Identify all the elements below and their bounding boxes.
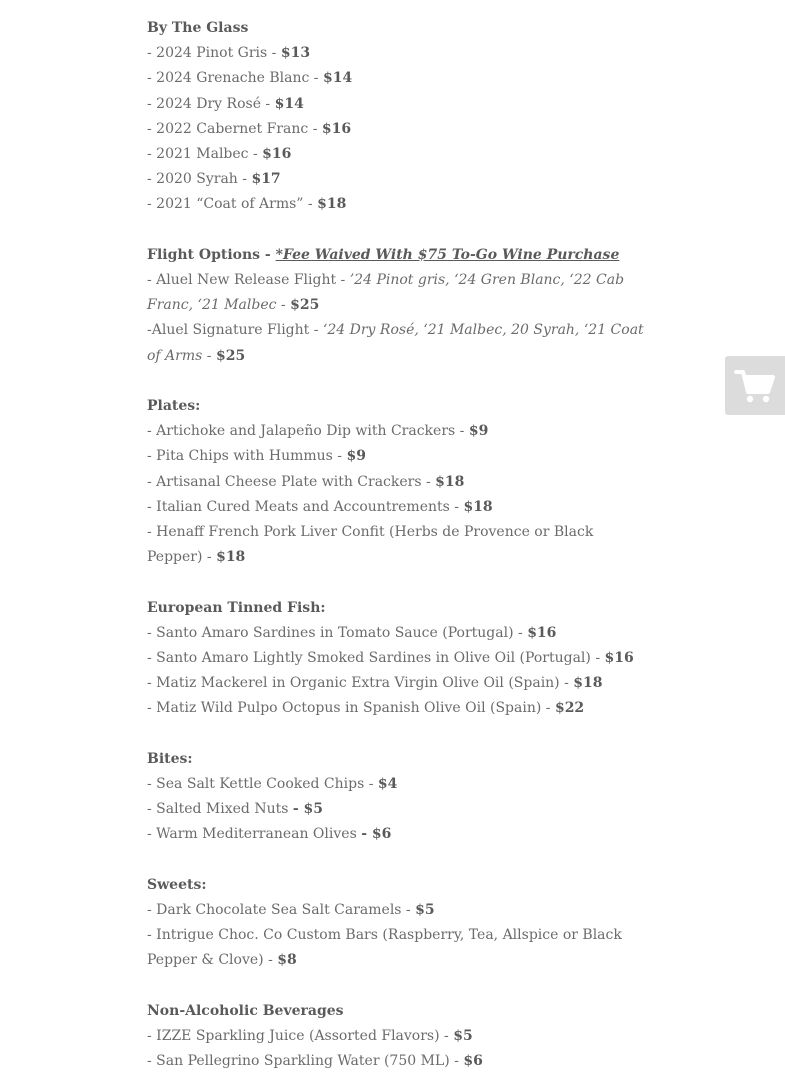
item-name: - Salted Mixed Nuts xyxy=(147,801,293,818)
menu-item xyxy=(147,192,647,217)
item-name: - Dark Chocolate Sea Salt Caramels - xyxy=(147,902,416,919)
menu-item xyxy=(147,621,647,646)
separator: - xyxy=(202,347,216,364)
item-price: $13 xyxy=(280,45,311,62)
item-price: $25 xyxy=(215,347,246,364)
section-beverages xyxy=(147,999,647,1072)
menu-item xyxy=(147,797,647,822)
item-price: $16 xyxy=(321,120,352,137)
section-title: Flight Options - xyxy=(147,246,276,263)
shopping-cart-icon xyxy=(734,368,776,404)
section-plates xyxy=(147,394,647,570)
section-title: Bites: xyxy=(147,750,193,767)
item-name: - Matiz Wild Pulpo Octopus in Spanish Olive Oil (Spain) - xyxy=(147,700,555,717)
menu-item xyxy=(147,1024,647,1049)
item-price: $18 xyxy=(216,549,246,566)
section-bites xyxy=(147,747,647,848)
cart-button[interactable] xyxy=(725,356,785,415)
section-title: Plates: xyxy=(147,398,201,415)
item-name: - Santo Amaro Lightly Smoked Sardines in Olive Oil (Portugal) - xyxy=(147,650,605,667)
item-name: - Warm Mediterranean Olives xyxy=(147,826,362,843)
menu-content xyxy=(147,16,647,1072)
flight-item xyxy=(147,268,647,318)
item-name: - Sea Salt Kettle Cooked Chips - xyxy=(147,776,378,793)
item-price: $9 xyxy=(468,423,489,440)
section-flights xyxy=(147,243,647,369)
flight-wines: ‘24 Dry Rosé, ‘21 Malbec, 20 Syrah, ‘21 Coat of Arms xyxy=(147,322,644,364)
menu-item xyxy=(147,444,647,469)
item-name: - Henaff French Pork Liver Confit (Herbs de Provence or Black Pepper) - xyxy=(147,524,594,566)
section-title: Sweets: xyxy=(147,876,207,893)
menu-item xyxy=(147,671,647,696)
section-sweets xyxy=(147,873,647,974)
menu-item xyxy=(147,41,647,66)
section-title: European Tinned Fish: xyxy=(147,599,326,616)
item-price: - $5 xyxy=(292,801,324,818)
item-price: $14 xyxy=(322,70,353,87)
item-price: $25 xyxy=(290,297,320,314)
item-name: - Italian Cured Meats and Accountrements - xyxy=(147,498,464,515)
menu-item xyxy=(147,117,647,142)
menu-item xyxy=(147,822,647,847)
menu-item xyxy=(147,66,647,91)
item-name: - Santo Amaro Sardines in Tomato Sauce (Portugal) - xyxy=(147,624,528,641)
item-name: - Artisanal Cheese Plate with Crackers - xyxy=(147,473,436,490)
item-price: $4 xyxy=(377,776,398,793)
section-by-the-glass xyxy=(147,16,647,218)
item-price: - $6 xyxy=(361,826,392,843)
item-price: $16 xyxy=(262,146,292,163)
item-name: - IZZE Sparkling Juice (Assorted Flavors) - xyxy=(147,1028,454,1045)
item-price: $17 xyxy=(251,171,281,188)
item-name: - San Pellegrino Sparkling Water (750 ML) - xyxy=(147,1053,464,1070)
item-price: $22 xyxy=(554,700,585,717)
menu-item xyxy=(147,1049,647,1072)
item-price: $5 xyxy=(453,1028,473,1045)
item-name: - 2022 Cabernet Franc - xyxy=(147,120,322,137)
menu-item xyxy=(147,495,647,520)
item-price: $16 xyxy=(527,624,557,641)
item-name: - 2021 “Coat of Arms” - xyxy=(147,196,318,213)
menu-item xyxy=(147,92,647,117)
flight-header xyxy=(147,243,647,268)
item-price: $18 xyxy=(435,473,465,490)
item-price: $9 xyxy=(346,448,366,465)
item-name: - 2021 Malbec - xyxy=(147,146,263,163)
item-name: - Aluel New Release Flight - xyxy=(147,272,350,289)
menu-item xyxy=(147,923,647,973)
item-name: - 2024 Dry Rosé - xyxy=(147,95,275,112)
menu-item xyxy=(147,142,647,167)
item-name: -Aluel Signature Flight - xyxy=(147,322,323,339)
item-price: $6 xyxy=(463,1053,483,1070)
section-title: Non-Alcoholic Beverages xyxy=(147,1002,344,1019)
menu-item xyxy=(147,167,647,192)
item-name: - 2020 Syrah - xyxy=(147,171,252,188)
menu-item xyxy=(147,898,647,923)
flight-wines: ’24 Pinot gris, ‘24 Gren Blanc, ‘22 Cab Franc, ‘21 Malbec xyxy=(147,272,625,314)
item-price: $5 xyxy=(415,902,435,919)
menu-item xyxy=(147,646,647,671)
item-name: - 2024 Grenache Blanc - xyxy=(147,70,323,87)
item-price: $16 xyxy=(604,650,634,667)
item-price: $18 xyxy=(317,196,347,213)
item-name: - Matiz Mackerel in Organic Extra Virgin Olive Oil (Spain) - xyxy=(147,675,574,692)
menu-item xyxy=(147,520,647,570)
menu-item xyxy=(147,470,647,495)
item-price: $8 xyxy=(277,952,297,969)
flight-item xyxy=(147,318,647,368)
section-title: By The Glass xyxy=(147,20,249,36)
section-tinned-fish xyxy=(147,596,647,722)
menu-item xyxy=(147,772,647,797)
menu-item xyxy=(147,419,647,444)
menu-item xyxy=(147,696,647,721)
item-price: $14 xyxy=(274,95,304,112)
item-name: - 2024 Pinot Gris - xyxy=(147,45,281,62)
flight-fee-note: *Fee Waived With $75 To-Go Wine Purchase xyxy=(275,246,620,263)
item-price: $18 xyxy=(463,498,493,515)
separator: - xyxy=(276,297,291,314)
item-price: $18 xyxy=(573,675,603,692)
item-name: - Artichoke and Jalapeño Dip with Crackers - xyxy=(147,423,469,440)
item-name: - Pita Chips with Hummus - xyxy=(147,448,347,465)
item-name: - Intrigue Choc. Co Custom Bars (Raspberry, Tea, Allspice or Black Pepper & Clove) - xyxy=(147,927,622,969)
